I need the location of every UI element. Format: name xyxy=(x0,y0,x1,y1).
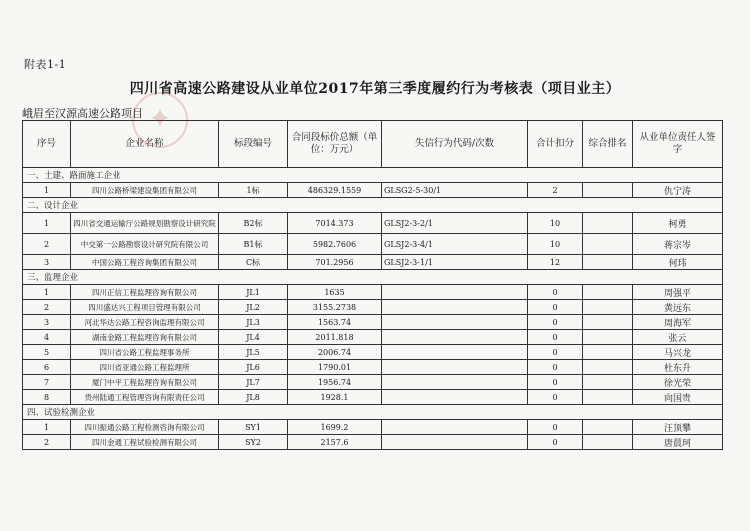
section-title: 三、监理企业 xyxy=(23,270,723,285)
section-row xyxy=(23,270,723,285)
cell-person: 马兴龙 xyxy=(633,345,723,360)
cell-amount: 701.2956 xyxy=(288,255,382,270)
cell-person: 徐光荣 xyxy=(633,375,723,390)
cell-score: 0 xyxy=(528,420,583,435)
cell-no: 1 xyxy=(23,285,71,300)
cell-section: 1标 xyxy=(219,183,288,198)
cell-person: 黄远东 xyxy=(633,300,723,315)
cell-amount: 1563.74 xyxy=(288,315,382,330)
cell-company: 四川省亚通公路工程监理所 xyxy=(71,360,219,375)
cell-score: 0 xyxy=(528,300,583,315)
cell-section: JL7 xyxy=(219,375,288,390)
section-title: 四、试验检测企业 xyxy=(23,405,723,420)
cell-amount: 2011.818 xyxy=(288,330,382,345)
table-row xyxy=(23,375,723,390)
cell-score: 10 xyxy=(528,213,583,234)
cell-section: JL5 xyxy=(219,345,288,360)
cell-score: 0 xyxy=(528,375,583,390)
cell-rank xyxy=(583,420,633,435)
cell-code: GLSJ2-3-4/1 xyxy=(382,234,528,255)
cell-section: B2标 xyxy=(219,213,288,234)
cell-score: 0 xyxy=(528,390,583,405)
table-row xyxy=(23,213,723,234)
cell-person: 汪顶攀 xyxy=(633,420,723,435)
cell-section: JL2 xyxy=(219,300,288,315)
cell-person: 向国贵 xyxy=(633,390,723,405)
cell-section: JL6 xyxy=(219,360,288,375)
cell-company: 贵州陆通工程管理咨询有限责任公司 xyxy=(71,390,219,405)
cell-code xyxy=(382,360,528,375)
cell-section: JL4 xyxy=(219,330,288,345)
table-row xyxy=(23,360,723,375)
table-row xyxy=(23,330,723,345)
cell-no: 7 xyxy=(23,375,71,390)
cell-no: 8 xyxy=(23,390,71,405)
cell-amount: 1928.1 xyxy=(288,390,382,405)
cell-code xyxy=(382,315,528,330)
cell-amount: 2006.74 xyxy=(288,345,382,360)
cell-amount: 1790.01 xyxy=(288,360,382,375)
section-row xyxy=(23,405,723,420)
cell-code: GLSJ2-3-1/1 xyxy=(382,255,528,270)
cell-person: 蒋宗岑 xyxy=(633,234,723,255)
cell-code: GLSG2-5-30/1 xyxy=(382,183,528,198)
cell-score: 0 xyxy=(528,330,583,345)
cell-person: 周海军 xyxy=(633,315,723,330)
cell-company: 四川省交通运输厅公路规划勘察设计研究院 xyxy=(71,213,219,234)
cell-person: 仇宁涛 xyxy=(633,183,723,198)
attachment-tag: 附表1-1 xyxy=(24,58,67,71)
cell-rank xyxy=(583,390,633,405)
project-name: 峨眉至汉源高速公路项目 xyxy=(22,107,143,120)
cell-amount: 1699.2 xyxy=(288,420,382,435)
table-row xyxy=(23,300,723,315)
cell-score: 2 xyxy=(528,183,583,198)
cell-rank xyxy=(583,315,633,330)
table-row xyxy=(23,234,723,255)
cell-amount: 5982.7606 xyxy=(288,234,382,255)
cell-rank xyxy=(583,300,633,315)
table-row xyxy=(23,255,723,270)
cell-company: 四川公路桥梁建设集团有限公司 xyxy=(71,183,219,198)
cell-company: 河北华达公路工程咨询监理有限公司 xyxy=(71,315,219,330)
cell-amount: 1635 xyxy=(288,285,382,300)
cell-person: 周强平 xyxy=(633,285,723,300)
cell-company: 四川盛达兴工程项目管理有限公司 xyxy=(71,300,219,315)
cell-no: 5 xyxy=(23,345,71,360)
section-title: 二、设计企业 xyxy=(23,198,723,213)
cell-section: SY2 xyxy=(219,435,288,450)
cell-score: 10 xyxy=(528,234,583,255)
cell-company: 四川正信工程监理咨询有限公司 xyxy=(71,285,219,300)
assessment-table xyxy=(22,120,723,450)
cell-section: C标 xyxy=(219,255,288,270)
cell-code xyxy=(382,375,528,390)
cell-code xyxy=(382,420,528,435)
table-header-row xyxy=(23,121,723,168)
cell-section: JL8 xyxy=(219,390,288,405)
table-row xyxy=(23,315,723,330)
cell-score: 0 xyxy=(528,360,583,375)
cell-company: 四川省公路工程监理事务所 xyxy=(71,345,219,360)
cell-no: 3 xyxy=(23,255,71,270)
cell-no: 1 xyxy=(23,420,71,435)
cell-person: 杜东升 xyxy=(633,360,723,375)
cell-section: JL3 xyxy=(219,315,288,330)
cell-no: 3 xyxy=(23,315,71,330)
cell-company: 厦门中平工程监理咨询有限公司 xyxy=(71,375,219,390)
cell-no: 2 xyxy=(23,435,71,450)
cell-person: 唐晨珂 xyxy=(633,435,723,450)
cell-no: 6 xyxy=(23,360,71,375)
table-row xyxy=(23,345,723,360)
cell-rank xyxy=(583,183,633,198)
cell-code xyxy=(382,390,528,405)
cell-rank xyxy=(583,375,633,390)
cell-rank xyxy=(583,345,633,360)
table-row xyxy=(23,183,723,198)
cell-rank xyxy=(583,435,633,450)
section-title: 一、土建、路面施工企业 xyxy=(23,168,723,183)
cell-no: 1 xyxy=(23,213,71,234)
section-row xyxy=(23,198,723,213)
cell-score: 0 xyxy=(528,345,583,360)
cell-rank xyxy=(583,213,633,234)
cell-code xyxy=(382,330,528,345)
cell-no: 2 xyxy=(23,300,71,315)
cell-company: 中国公路工程咨询集团有限公司 xyxy=(71,255,219,270)
cell-code xyxy=(382,345,528,360)
cell-score: 12 xyxy=(528,255,583,270)
cell-amount: 1956.74 xyxy=(288,375,382,390)
cell-score: 0 xyxy=(528,285,583,300)
header-rank: 综合排名 xyxy=(583,121,633,168)
header-signature: 从业单位责任人签字 xyxy=(633,121,723,168)
cell-amount: 486329.1559 xyxy=(288,183,382,198)
cell-person: 柯勇 xyxy=(633,213,723,234)
cell-amount: 3155.2738 xyxy=(288,300,382,315)
cell-no: 2 xyxy=(23,234,71,255)
cell-rank xyxy=(583,330,633,345)
page-title: 四川省高速公路建设从业单位2017年第三季度履约行为考核表（项目业主） xyxy=(129,81,621,97)
cell-person: 何玮 xyxy=(633,255,723,270)
header-score: 合计扣分 xyxy=(528,121,583,168)
cell-section: B1标 xyxy=(219,234,288,255)
header-company: 企业名称 xyxy=(71,121,219,168)
cell-code xyxy=(382,435,528,450)
cell-amount: 2157.6 xyxy=(288,435,382,450)
cell-company: 四川金通工程试验检测有限公司 xyxy=(71,435,219,450)
header-amount: 合同段标价总额（单位：万元） xyxy=(288,121,382,168)
cell-company: 湖南金路工程监理咨询有限公司 xyxy=(71,330,219,345)
section-row xyxy=(23,168,723,183)
cell-no: 4 xyxy=(23,330,71,345)
cell-code xyxy=(382,300,528,315)
cell-rank xyxy=(583,255,633,270)
header-no: 序号 xyxy=(23,121,71,168)
faded-seal-stamp: ✦ xyxy=(132,92,188,148)
cell-amount: 7014.373 xyxy=(288,213,382,234)
cell-score: 0 xyxy=(528,315,583,330)
cell-company: 四川振通公路工程检测咨询有限公司 xyxy=(71,420,219,435)
table-row xyxy=(23,285,723,300)
cell-section: JL1 xyxy=(219,285,288,300)
cell-rank xyxy=(583,360,633,375)
header-section: 标段编号 xyxy=(219,121,288,168)
cell-code xyxy=(382,285,528,300)
table-row xyxy=(23,420,723,435)
cell-company: 中交第一公路勘察设计研究院有限公司 xyxy=(71,234,219,255)
cell-score: 0 xyxy=(528,435,583,450)
cell-section: SY1 xyxy=(219,420,288,435)
cell-code: GLSJ2-3-2/1 xyxy=(382,213,528,234)
table-row xyxy=(23,390,723,405)
cell-rank xyxy=(583,285,633,300)
cell-rank xyxy=(583,234,633,255)
cell-no: 1 xyxy=(23,183,71,198)
table-row xyxy=(23,435,723,450)
header-code: 失信行为代码/次数 xyxy=(382,121,528,168)
cell-person: 张云 xyxy=(633,330,723,345)
